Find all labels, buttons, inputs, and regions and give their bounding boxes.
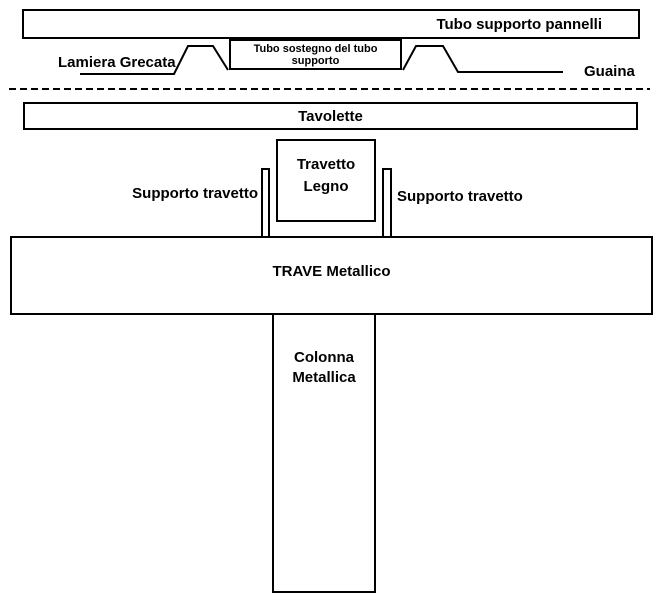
supporto-travetto-left-label: Supporto travetto — [132, 185, 258, 202]
supporto-travetto-bar-left — [261, 168, 270, 238]
guaina-label: Guaina — [584, 63, 635, 80]
tubo-sostegno-box — [229, 39, 402, 70]
travetto-label-line2: Legno — [303, 178, 349, 195]
supporto-travetto-bar-right — [382, 168, 392, 238]
supporto-travetto-right-label: Supporto travetto — [397, 188, 523, 205]
travetto-label-line1: Travetto — [296, 156, 356, 173]
tavolette-label: Tavolette — [298, 107, 363, 125]
tavolette-box — [23, 102, 638, 130]
travetto-legno-box — [276, 139, 376, 222]
tubo-supporto-pannelli-label: Tubo supporto pannelli — [436, 15, 602, 33]
lamiera-grecata-label: Lamiera Grecata — [58, 54, 176, 71]
colonna-label-line1: Colonna — [294, 349, 354, 366]
trave-metallico-label: TRAVE Metallico — [272, 263, 391, 280]
tubo-supporto-pannelli-box — [22, 9, 640, 39]
colonna-metallica-box — [272, 313, 376, 593]
colonna-label-line2: Metallica — [292, 369, 356, 386]
tubo-sostegno-label: Tubo sostegno del tubo supporto — [253, 42, 378, 67]
trave-metallico-box — [10, 236, 653, 315]
lamiera-grecata-profile-right — [403, 46, 563, 72]
